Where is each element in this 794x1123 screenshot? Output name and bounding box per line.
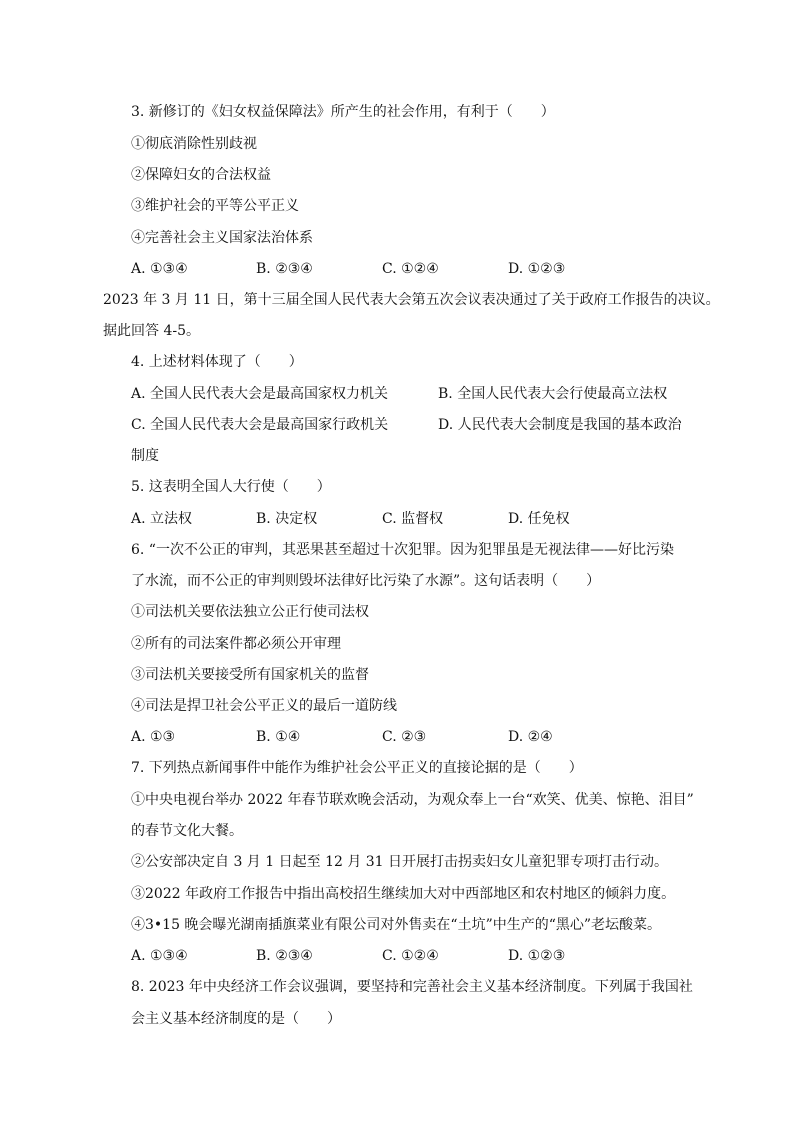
q7-option-b: B. ②③④ <box>256 948 313 964</box>
q7-item-1-line-2: 的春节文化大餐。 <box>131 823 243 839</box>
material-line-2: 据此回答 4-5。 <box>103 323 200 339</box>
q3-item-4: ④完善社会主义国家法治体系 <box>131 230 313 246</box>
q6-item-3: ③司法机关要接受所有国家机关的监督 <box>131 667 369 683</box>
q4-stem: 4. 上述材料体现了（ ） <box>131 354 303 370</box>
q3-option-d: D. ①②③ <box>508 261 566 277</box>
q3-stem: 3. 新修订的《妇女权益保障法》所产生的社会作用，有利于（ ） <box>131 104 555 120</box>
q5-option-a: A. 立法权 <box>131 511 193 527</box>
q7-stem: 7. 下列热点新闻事件中能作为维护社会公平正义的直接论据的是（ ） <box>131 760 583 776</box>
q7-item-1-line-1: ①中央电视台举办 2022 年春节联欢晚会活动，为观众奉上一台“欢笑、优美、惊艳、泪目” <box>131 792 694 808</box>
q3-option-c: C. ①②④ <box>382 261 439 277</box>
q5-option-d: D. 任免权 <box>508 511 570 527</box>
q4-option-d-wrap: 制度 <box>131 448 159 464</box>
q6-option-d: D. ②④ <box>508 729 553 745</box>
q4-option-c: C. 全国人民代表大会是最高国家行政机关 <box>131 417 389 433</box>
q6-stem-line-1: 6. “一次不公正的审判，其恶果甚至超过十次犯罪。因为犯罪虽是无视法律——好比污染 <box>131 542 674 558</box>
q7-option-c: C. ①②④ <box>382 948 439 964</box>
q4-option-b: B. 全国人民代表大会行使最高立法权 <box>438 386 668 402</box>
q3-item-3: ③维护社会的平等公平正义 <box>131 198 299 214</box>
q8-stem-line-1: 8. 2023 年中央经济工作会议强调，要坚持和完善社会主义基本经济制度。下列属于我国社 <box>131 979 693 995</box>
q7-option-a: A. ①③④ <box>131 948 188 964</box>
q3-item-2: ②保障妇女的合法权益 <box>131 167 271 183</box>
q6-item-2: ②所有的司法案件都必须公开审理 <box>131 636 341 652</box>
q7-item-4: ④3•15 晚会曝光湖南插旗菜业有限公司对外售卖在“土坑”中生产的“黑心”老坛酸菜。 <box>131 917 662 933</box>
q6-item-1: ①司法机关要依法独立公正行使司法权 <box>131 604 369 620</box>
q3-option-a: A. ①③④ <box>131 261 188 277</box>
material-line-1: 2023 年 3 月 11 日，第十三届全国人民代表大会第五次会议表决通过了关于政府工作报告的决议。 <box>103 292 720 308</box>
q5-stem: 5. 这表明全国人大行使（ ） <box>131 479 331 495</box>
q4-option-d: D. 人民代表大会制度是我国的基本政治 <box>438 417 682 433</box>
q7-option-d: D. ①②③ <box>508 948 566 964</box>
q7-item-2: ②公安部决定自 3 月 1 日起至 12 月 31 日开展打击拐卖妇女儿童犯罪专项打击行动。 <box>131 854 669 870</box>
q6-item-4: ④司法是捍卫社会公平正义的最后一道防线 <box>131 698 397 714</box>
q6-stem-line-2: 了水流，而不公正的审判则毁坏法律好比污染了水源”。这句话表明（ ） <box>131 573 601 589</box>
q6-option-b: B. ①④ <box>256 729 301 745</box>
q6-option-c: C. ②③ <box>382 729 427 745</box>
q5-option-c: C. 监督权 <box>382 511 444 527</box>
q5-option-b: B. 决定权 <box>256 511 318 527</box>
q4-option-a: A. 全国人民代表大会是最高国家权力机关 <box>131 386 389 402</box>
q8-stem-line-2: 会主义基本经济制度的是（ ） <box>131 1011 341 1027</box>
q7-item-3: ③2022 年政府工作报告中指出高校招生继续加大对中西部地区和农村地区的倾斜力度。 <box>131 886 676 902</box>
q6-option-a: A. ①③ <box>131 729 176 745</box>
q3-option-b: B. ②③④ <box>256 261 313 277</box>
q3-item-1: ①彻底消除性别歧视 <box>131 136 257 152</box>
